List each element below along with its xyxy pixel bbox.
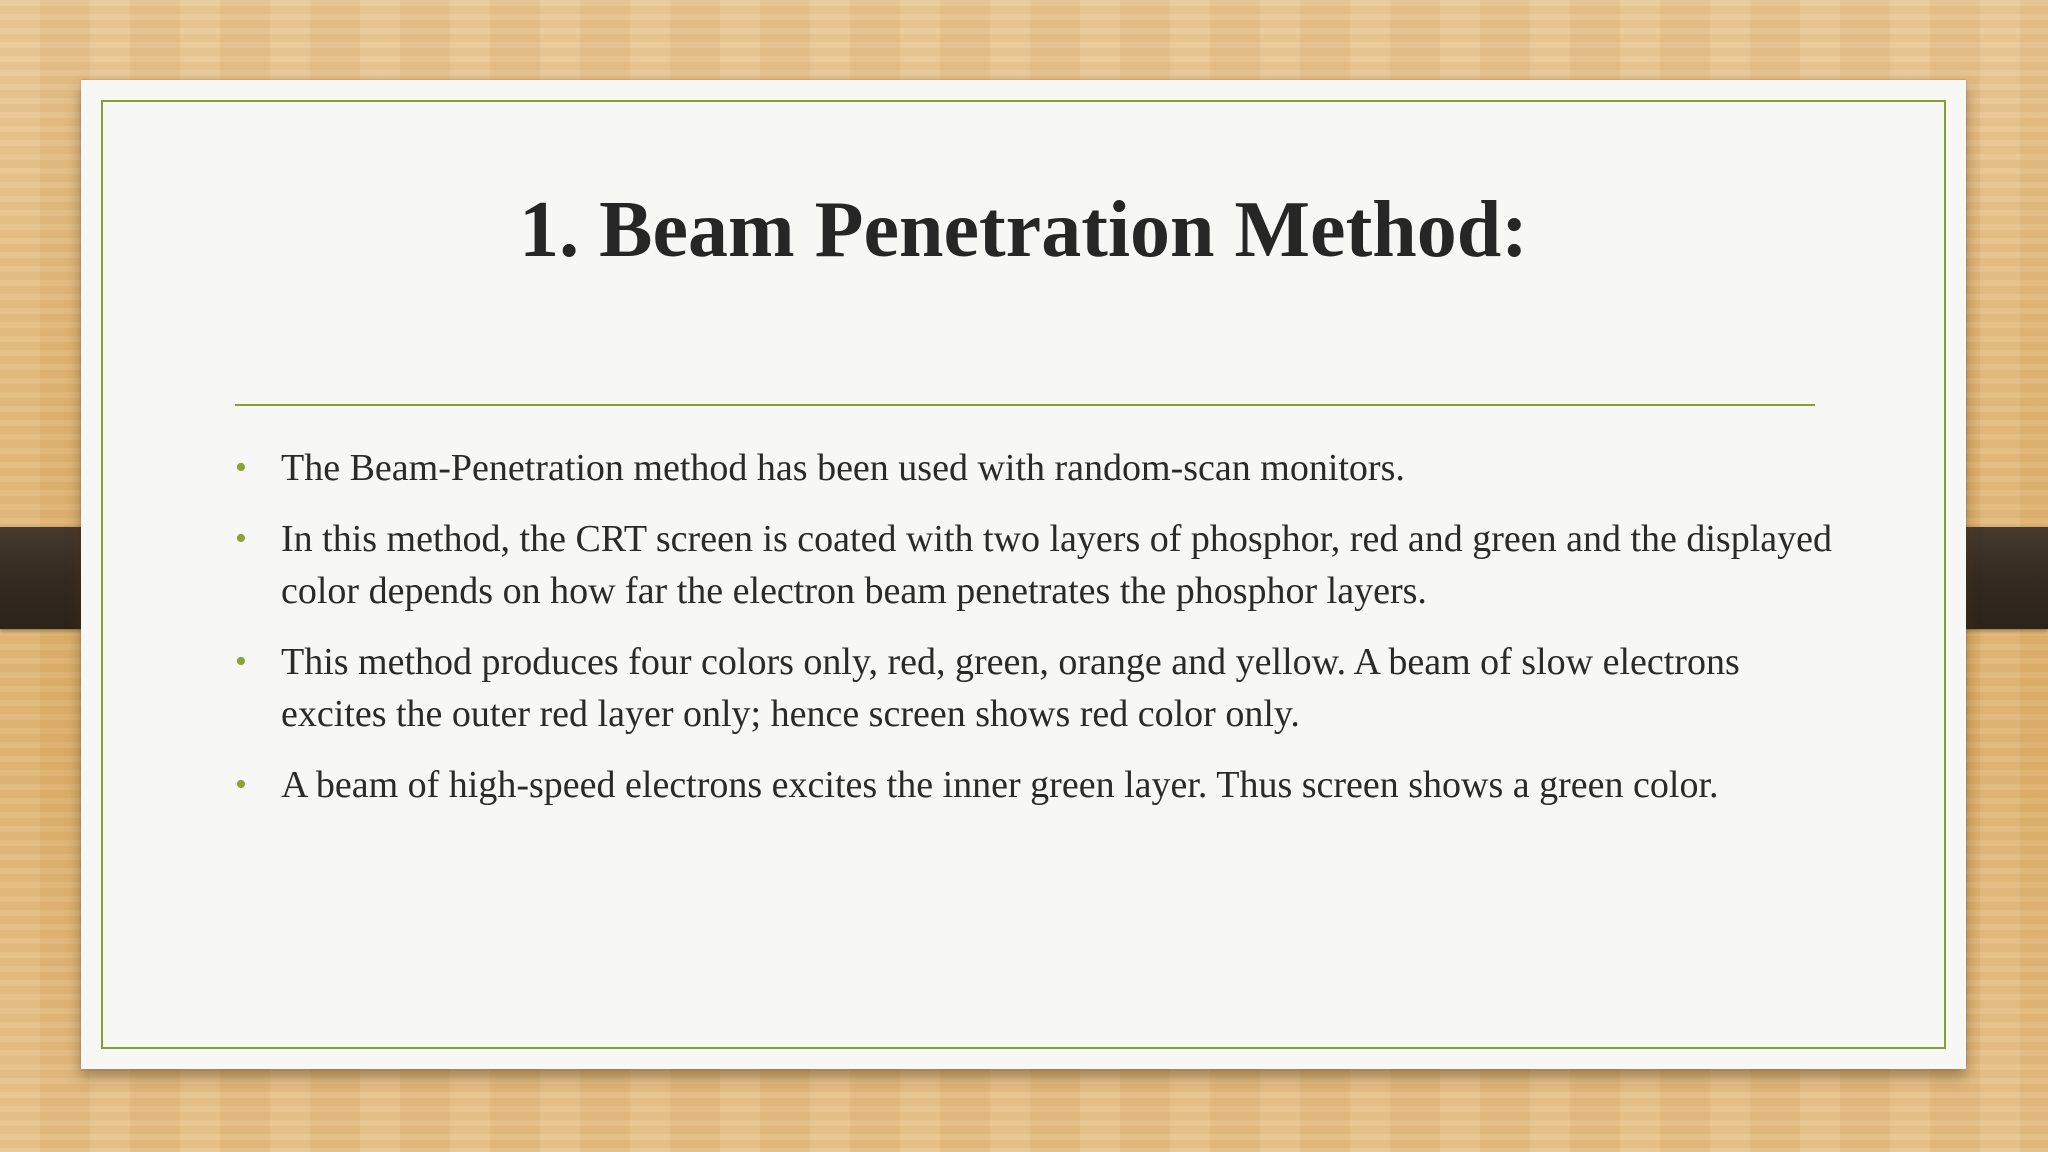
slide-card: [81, 80, 1966, 1069]
bullet-text: A beam of high-speed electrons excites the inner green layer. Thus screen shows a green color.: [281, 764, 1719, 806]
bullet-item: [235, 513, 1835, 617]
bullet-item: [235, 636, 1835, 740]
bullet-icon: •: [235, 766, 247, 803]
bullet-text: This method produces four colors only, red, green, orange and yellow. A beam of slow electrons excites the outer red layer only; hence screen shows red color only.: [281, 641, 1740, 735]
bullet-text: The Beam-Penetration method has been used with random-scan monitors.: [281, 447, 1405, 489]
bullet-icon: •: [235, 449, 247, 486]
bullet-item: [235, 442, 1835, 494]
bullet-icon: •: [235, 520, 247, 557]
title-divider: [235, 404, 1815, 406]
bullet-item: [235, 759, 1835, 811]
slide-title: 1. Beam Penetration Method:: [519, 186, 1528, 274]
bullet-text: In this method, the CRT screen is coated with two layers of phosphor, red and green and the displayed color depends on how far the electron beam penetrates the phosphor layers.: [281, 518, 1833, 612]
bullet-icon: •: [235, 643, 247, 680]
bullet-list: [235, 442, 1835, 830]
